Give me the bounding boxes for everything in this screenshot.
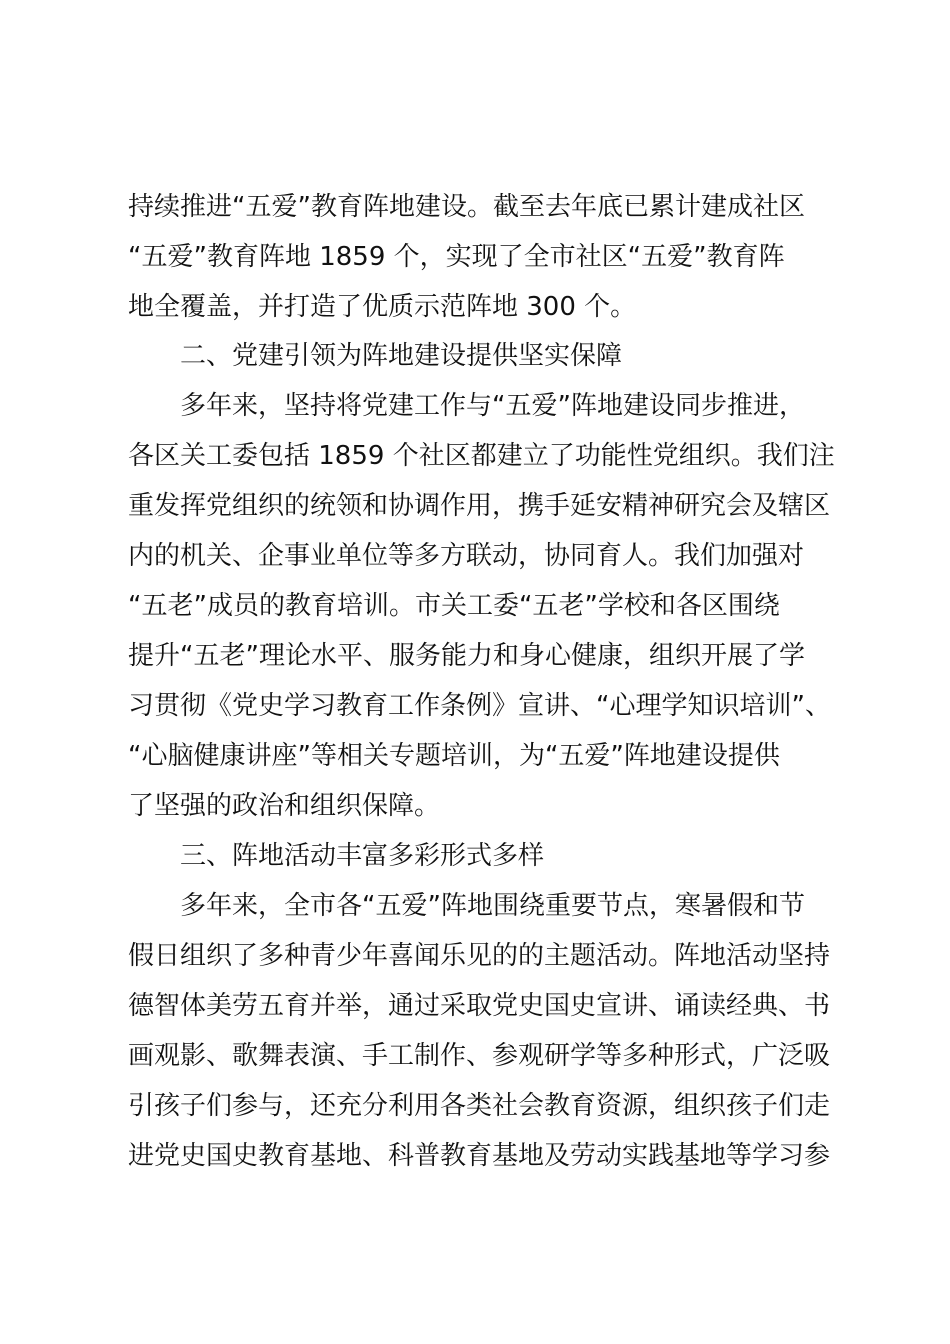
- body-text-line: 持续推进“五爱”教育阵地建设。截至去年底已累计建成社区: [128, 192, 805, 222]
- body-text-line: 德智体美劳五育并举，通过采取党史国史宣讲、诵读经典、书: [128, 991, 831, 1021]
- body-text-line: 画观影、歌舞表演、手工制作、参观研学等多种形式，广泛吸: [128, 1041, 831, 1071]
- paragraph-start-line: 多年来，全市各“五爱”阵地围绕重要节点，寒暑假和节: [180, 891, 805, 921]
- body-text-line: 进党史国史教育基地、科普教育基地及劳动实践基地等学习参: [128, 1141, 831, 1171]
- body-text-line: 内的机关、企事业单位等多方联动，协同育人。我们加强对: [128, 541, 805, 571]
- body-text-line: 习贯彻《党史学习教育工作条例》宣讲、“心理学知识培训”、: [128, 691, 831, 721]
- body-text-line: 假日组织了多种青少年喜闻乐见的的主题活动。阵地活动坚持: [128, 941, 831, 971]
- section-heading-3: 三、阵地活动丰富多彩形式多样: [180, 841, 545, 871]
- body-text-line: 引孩子们参与，还充分利用各类社会教育资源，组织孩子们走: [128, 1091, 831, 1121]
- body-text-line: 重发挥党组织的统领和协调作用，携手延安精神研究会及辖区: [128, 491, 831, 521]
- body-text-line: 各区关工委包括 1859 个社区都建立了功能性党组织。我们注: [128, 441, 835, 471]
- paragraph-start-line: 多年来，坚持将党建工作与“五爱”阵地建设同步推进，: [180, 391, 805, 421]
- section-heading-2: 二、党建引领为阵地建设提供坚实保障: [180, 341, 623, 371]
- body-text-line: “五老”成员的教育培训。市关工委“五老”学校和各区围绕: [128, 591, 780, 621]
- body-text-line: “心脑健康讲座”等相关专题培训，为“五爱”阵地建设提供: [128, 741, 780, 771]
- body-text-line: “五爱”教育阵地 1859 个，实现了全市社区“五爱”教育阵: [128, 242, 785, 272]
- body-text-line: 了坚强的政治和组织保障。: [128, 791, 441, 821]
- body-text-line: 地全覆盖，并打造了优质示范阵地 300 个。: [128, 292, 637, 322]
- body-text-line: 提升“五老”理论水平、服务能力和身心健康，组织开展了学: [128, 641, 805, 671]
